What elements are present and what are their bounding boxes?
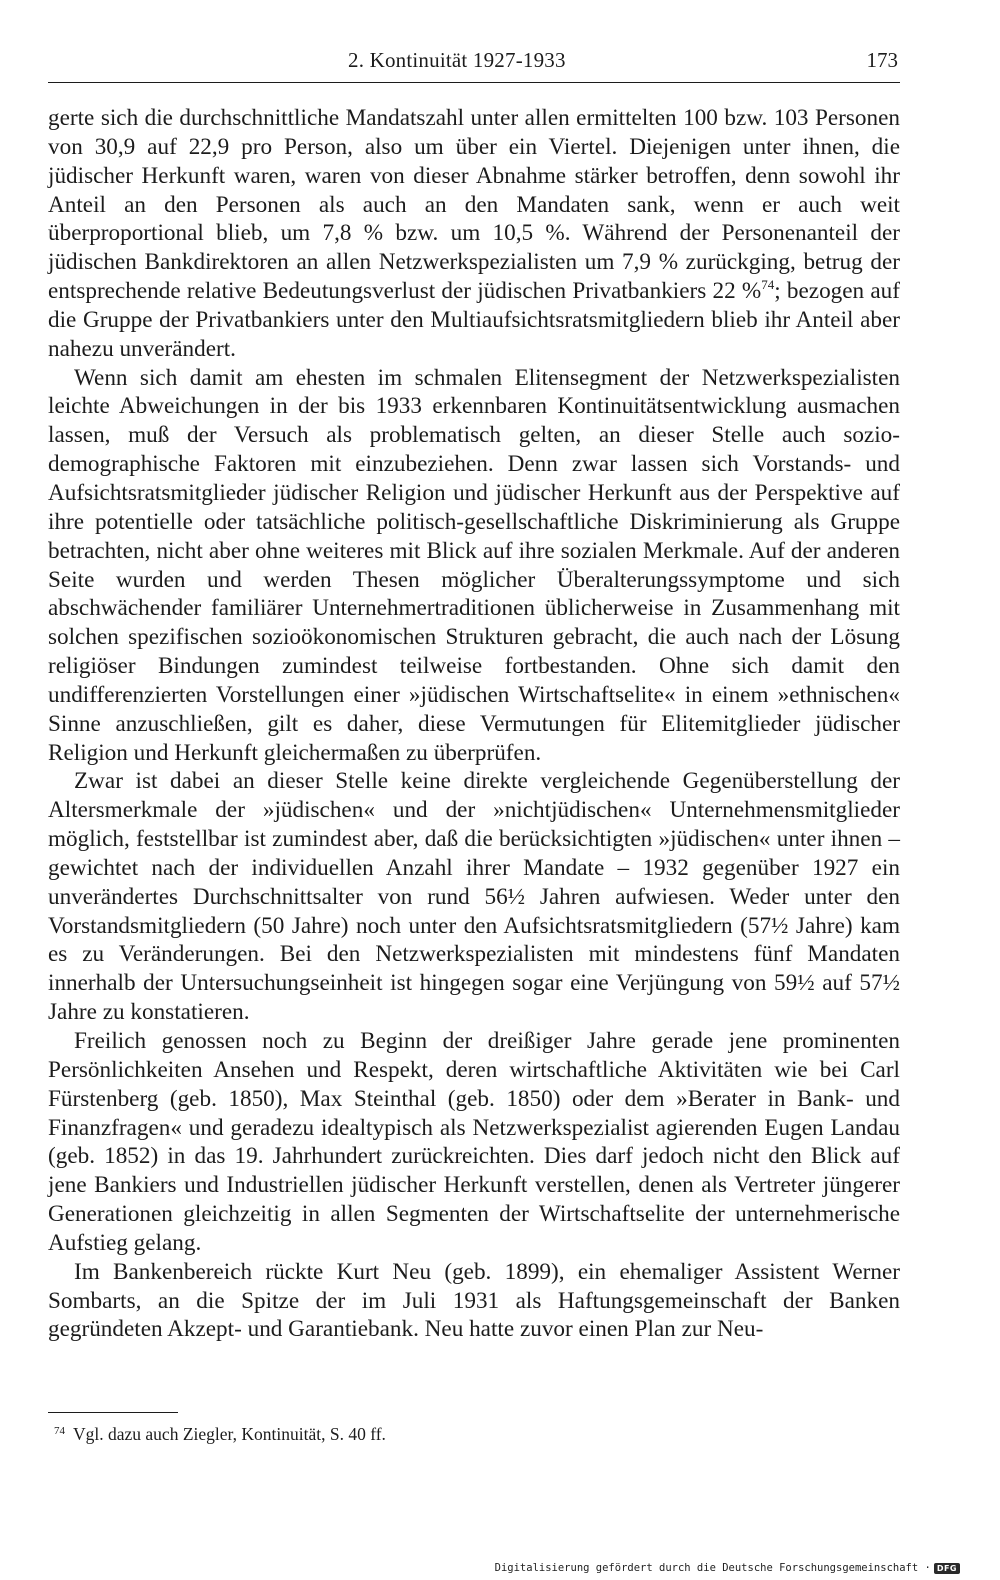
body-text xyxy=(48,104,900,1344)
credit-text: Digitalisierung gefördert durch die Deutsche Forschungsgemeinschaft · xyxy=(494,1562,931,1574)
footnote-reference[interactable]: 74 xyxy=(761,277,775,293)
paragraph-3: Zwar ist dabei an dieser Stelle keine direkte vergleichende Gegenüberstellung der Altersmerkmale der »jüdischen« und der »nichtjüdischen« Unternehmensmitglieder möglich, feststellbar ist zumindest aber, daß die berücksichtigten »jüdischen« unter ihnen – gewichtet nach der individuellen Anzahl ihrer Mandate – 1932 gegenüber 1927 ein unverändertes Durchschnittsalter von rund 56½ Jahren aufwiesen. Weder unter den Vorstandsmitgliedern (50 Jahre) noch unter den Aufsichtsratsmitgliedern (57½ Jahre) kam es zu Veränderungen. Bei den Netzwerkspezialisten mit mindestens fünf Mandaten innerhalb der Untersuchungseinheit ist hingegen sogar eine Verjüngung von 59½ auf 57½ Jahre zu konstatieren. xyxy=(48,768,900,1026)
paragraph-4: Freilich genossen noch zu Beginn der dreißiger Jahre gerade jene prominenten Persönlichkeiten Ansehen und Respekt, deren wirtschaftliche Aktivitäten wie bei Carl Fürstenberg (geb. 1850), Max Steinthal (geb. 1850) oder dem »Berater in Bank- und Finanzfragen« und geradezu idealtypisch als Netzwerkspezialist agierenden Eugen Landau (geb. 1852) in das 19. Jahrhundert zurückreichten. Dies darf jedoch nicht den Blick auf jene Bankiers und Industriellen jüdischer Herkunft verstellen, denen als Vertreter jüngerer Generationen gleichzeitig in allen Segmenten der Wirtschaftselite der unternehmerische Aufstieg gelang. xyxy=(48,1028,900,1256)
page-header xyxy=(48,42,900,83)
footnote xyxy=(48,1419,900,1446)
footnote-divider xyxy=(48,1412,178,1413)
paragraph-5: Im Bankenbereich rückte Kurt Neu (geb. 1899), ein ehemaliger Assistent Werner Sombarts, an die Spitze der im Juli 1931 als Haftungsgemeinschaft der Banken gegründeten Akzept- und Garantiebank. Neu hatte zuvor einen Plan zur Neu- xyxy=(48,1258,900,1343)
dfg-logo-icon: DFG xyxy=(934,1563,960,1574)
page-number: 173 xyxy=(866,48,898,72)
footnote-text: Vgl. dazu auch Ziegler, Kontinuität, S. 40 ff. xyxy=(73,1424,386,1444)
digitization-credit xyxy=(495,1562,960,1574)
footnote-number: 74 xyxy=(54,1425,65,1437)
paragraph-1-text: gerte sich die durchschnittliche Mandatszahl unter allen ermittelten 100 bzw. 103 Personen von 30,9 auf 22,9 pro Person, also um über ein Viertel. Diejenigen unter ihnen, die jüdischer Herkunft waren, waren von dieser Abnahme stärker betroffen, denn sowohl ihr Anteil an den Personen als auch an den Mandaten sank, wenn er auch weit überproportional blieb, um 7,8 % bzw. um 10,5 %. Während der Personenanteil der jüdischen Bankdirektoren an allen Netzwerkspezialisten um 7,9 % zurückging, betrug der entsprechende relative Bedeutungsverlust der jüdischen Privatbankiers 22 % xyxy=(48,105,900,305)
running-head: 2. Kontinuität 1927-1933 xyxy=(348,48,566,72)
paragraph-2: Wenn sich damit am ehesten im schmalen Elitensegment der Netzwerkspezialisten leichte Abweichungen in der bis 1933 erkennbaren Kontinuitätsentwicklung ausmachen lassen, muß der Versuch als problematisch gelten, an dieser Stelle auch sozio-demographische Faktoren mit einzubeziehen. Denn zwar lassen sich Vorstands- und Aufsichtsratsmitglieder jüdischer Religion und jüdischer Herkunft aus der Perspektive auf ihre potentielle oder tatsächliche politisch-gesellschaftliche Diskriminierung als Gruppe betrachten, nicht aber ohne weiteres mit Blick auf ihre sozialen Merkmale. Auf der anderen Seite wurden und werden Thesen möglicher Überalterungssymptome und sich abschwächender familiärer Unternehmertraditionen üblicherweise in Zusammenhang mit solchen spezifischen sozioökonomischen Strukturen gebracht, die auch nach der Lösung religiöser Bindungen zumindest teilweise fortbestanden. Ohne sich damit den undifferenzierten Vorstellungen einer »jüdischen Wirtschaftselite« in einem »ethnischen« Sinne anzuschließen, gilt es daher, diese Vermutungen für Elitemitglieder jüdischer Religion und Herkunft gleichermaßen zu überprüfen. xyxy=(48,364,900,766)
paragraph-1 xyxy=(48,104,900,364)
paragraph-1-continuation: ; bezogen auf die Gruppe der Privatbankiers unter den Multiaufsichtsratsmitgliedern blieb ihr Anteil aber nahezu unverändert. xyxy=(48,278,900,362)
